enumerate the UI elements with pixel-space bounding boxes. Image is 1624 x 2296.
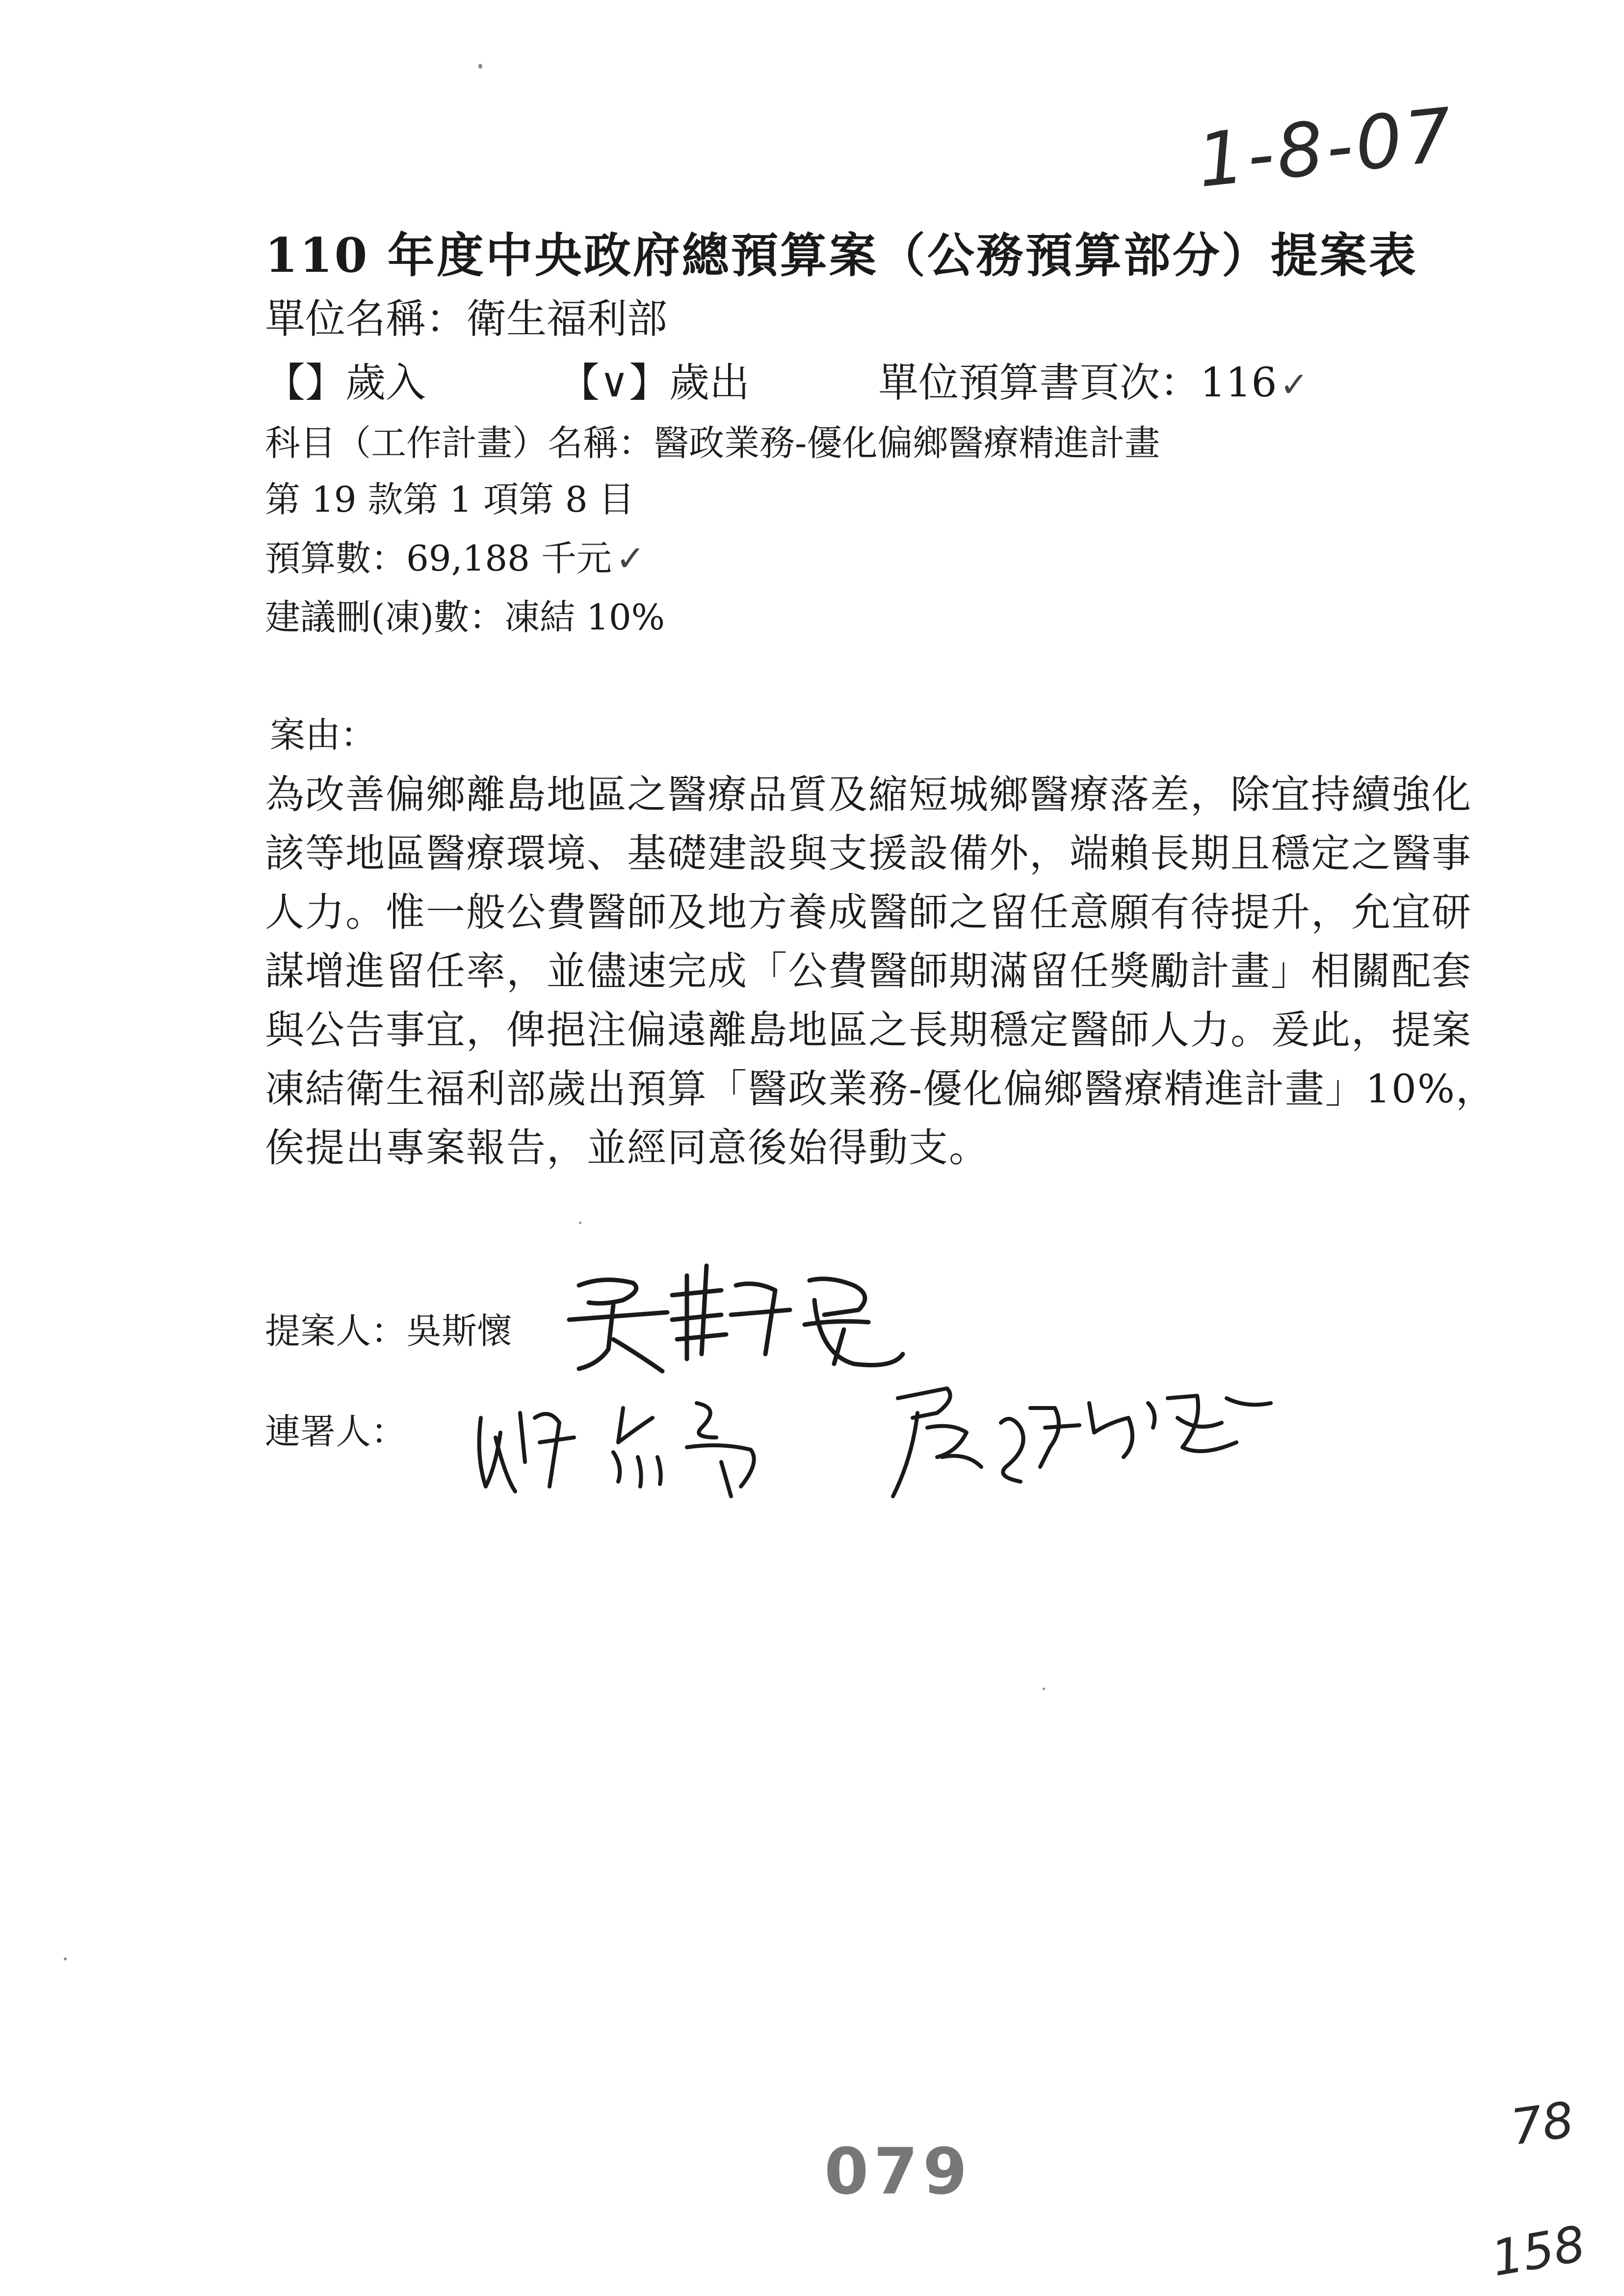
subject-name: 科目（工作計畫）名稱：醫政業務-優化偏鄉醫療精進計畫 bbox=[265, 422, 1160, 464]
reason-line: 人力。惟一般公費醫師及地方養成醫師之留任意願有待提升，允宜研 bbox=[265, 889, 1472, 935]
proposer-label: 提案人：吳斯懷 bbox=[265, 1310, 513, 1352]
scan-speck bbox=[1043, 1688, 1045, 1690]
cosigner-signature-1 bbox=[466, 1388, 819, 1516]
reason-line: 俟提出專案報告，並經同意後始得動支。 bbox=[265, 1125, 989, 1171]
budget-page-text: 單位預算書頁次：116 bbox=[878, 360, 1277, 406]
reason-line: 為改善偏鄉離島地區之醫療品質及縮短城鄉醫療落差，除宜持續強化 bbox=[265, 772, 1472, 817]
proposed-cut-freeze: 建議刪(凍)數：凍結 10% bbox=[265, 597, 665, 638]
reason-line: 該等地區醫療環境、基礎建設與支援設備外，端賴長期且穩定之醫事 bbox=[265, 831, 1472, 876]
scan-speck bbox=[64, 1957, 67, 1960]
reason-label: 案由： bbox=[270, 714, 376, 756]
document-title: 110 年度中央政府總預算案（公務預算部分）提案表 bbox=[265, 228, 1418, 283]
budget-amount bbox=[265, 530, 645, 581]
check-mark-icon: ✓ bbox=[1280, 365, 1309, 405]
cosigner-label: 連署人： bbox=[265, 1411, 407, 1452]
margin-note-bottom: 158 bbox=[1487, 2215, 1590, 2288]
scan-speck bbox=[579, 1222, 581, 1224]
expense-checkbox-label: 【∨】歲出 bbox=[559, 360, 750, 406]
check-mark-icon: ✓ bbox=[615, 538, 646, 579]
reason-body bbox=[265, 765, 1496, 1177]
handwritten-reference-number: 1-8-07 bbox=[1193, 92, 1459, 205]
budget-category-row bbox=[265, 351, 1364, 406]
unit-name: 單位名稱：衛生福利部 bbox=[265, 296, 668, 342]
scan-speck bbox=[478, 64, 482, 69]
margin-note-top: 78 bbox=[1507, 2090, 1577, 2157]
reason-line: 謀增進留任率，並儘速完成「公費醫師期滿留任獎勵計畫」相關配套 bbox=[265, 948, 1472, 994]
reason-line: 凍結衛生福利部歲出預算「醫政業務-優化偏鄉醫療精進計畫」10%， bbox=[265, 1066, 1496, 1112]
page-number: 079 bbox=[824, 2134, 972, 2209]
budget-amount-text: 預算數：69,188 千元 bbox=[265, 538, 612, 579]
income-checkbox-label: 【】歲入 bbox=[265, 360, 426, 406]
reason-line: 與公告事宜，俾挹注偏遠離島地區之長期穩定醫師人力。爰此，提案 bbox=[265, 1007, 1472, 1053]
clause-reference: 第 19 款第 1 項第 8 目 bbox=[265, 479, 634, 520]
proposer-signature bbox=[559, 1256, 913, 1383]
cosigner-signature-2 bbox=[883, 1369, 1285, 1516]
budget-page-reference bbox=[878, 351, 1309, 408]
